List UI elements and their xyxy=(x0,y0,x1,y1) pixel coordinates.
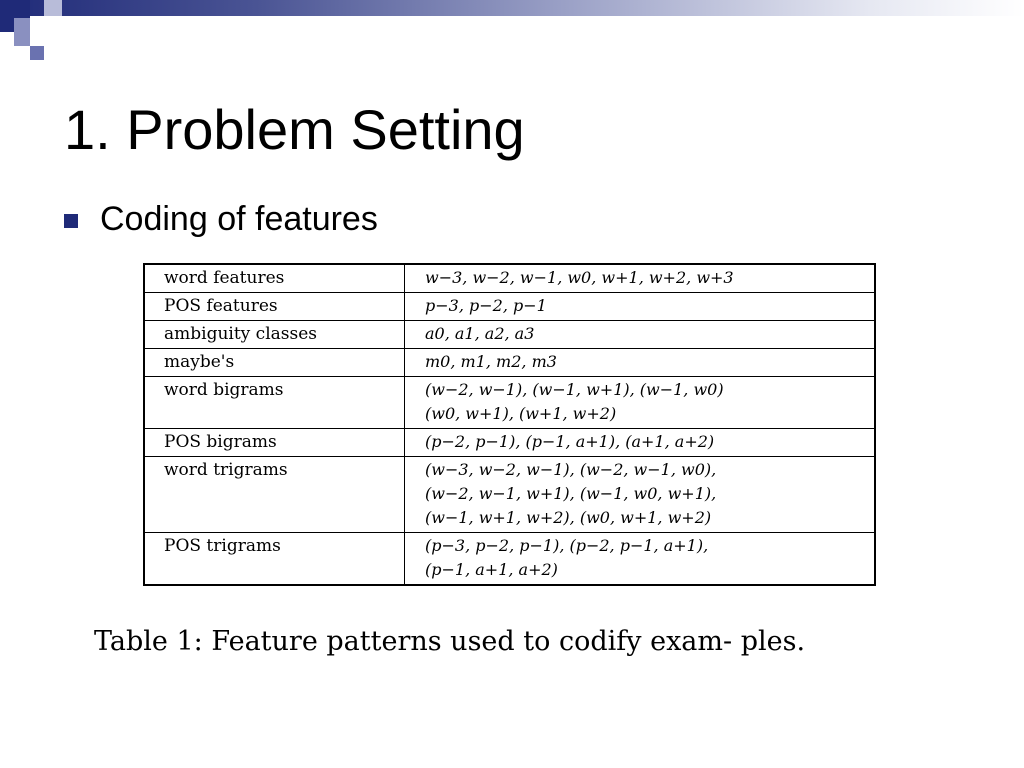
feature-name-cell: POS trigrams xyxy=(144,533,405,586)
decor-square xyxy=(14,18,30,46)
decor-square xyxy=(44,0,62,16)
feature-pattern-cell: (p−3, p−2, p−1), (p−2, p−1, a+1), (p−1, a+1, a+2) xyxy=(405,533,876,586)
feature-name-cell: word features xyxy=(144,264,405,293)
feature-name-cell: word trigrams xyxy=(144,457,405,533)
table-row xyxy=(144,293,875,321)
feature-table xyxy=(143,263,876,586)
feature-pattern-cell: (w−3, w−2, w−1), (w−2, w−1, w0), (w−2, w−1, w+1), (w−1, w0, w+1), (w−1, w+1, w+2), (w0, w+1, w+2) xyxy=(405,457,876,533)
feature-pattern-cell: w−3, w−2, w−1, w0, w+1, w+2, w+3 xyxy=(405,264,876,293)
feature-pattern-cell: (p−2, p−1), (p−1, a+1), (a+1, a+2) xyxy=(405,429,876,457)
decor-square xyxy=(30,46,44,60)
feature-name-cell: word bigrams xyxy=(144,377,405,429)
table-row xyxy=(144,457,875,533)
feature-pattern-cell: p−3, p−2, p−1 xyxy=(405,293,876,321)
feature-name-cell: maybe's xyxy=(144,349,405,377)
decor-square xyxy=(30,16,60,46)
slide-title: 1. Problem Setting xyxy=(64,98,525,161)
feature-name-cell: POS bigrams xyxy=(144,429,405,457)
feature-name-cell: ambiguity classes xyxy=(144,321,405,349)
feature-pattern-cell: a0, a1, a2, a3 xyxy=(405,321,876,349)
bullet-square-icon xyxy=(64,214,78,228)
table-row xyxy=(144,429,875,457)
feature-name-cell: POS features xyxy=(144,293,405,321)
feature-pattern-cell: (w−2, w−1), (w−1, w+1), (w−1, w0) (w0, w+1), (w+1, w+2) xyxy=(405,377,876,429)
table-row xyxy=(144,321,875,349)
table-row xyxy=(144,264,875,293)
table-row xyxy=(144,377,875,429)
feature-pattern-cell: m0, m1, m2, m3 xyxy=(405,349,876,377)
table-caption: Table 1: Feature patterns used to codify exam- ples. xyxy=(94,626,806,657)
bullet-text: Coding of features xyxy=(100,200,378,238)
header-gradient-band xyxy=(0,0,1024,16)
table-row xyxy=(144,533,875,586)
table-row xyxy=(144,349,875,377)
